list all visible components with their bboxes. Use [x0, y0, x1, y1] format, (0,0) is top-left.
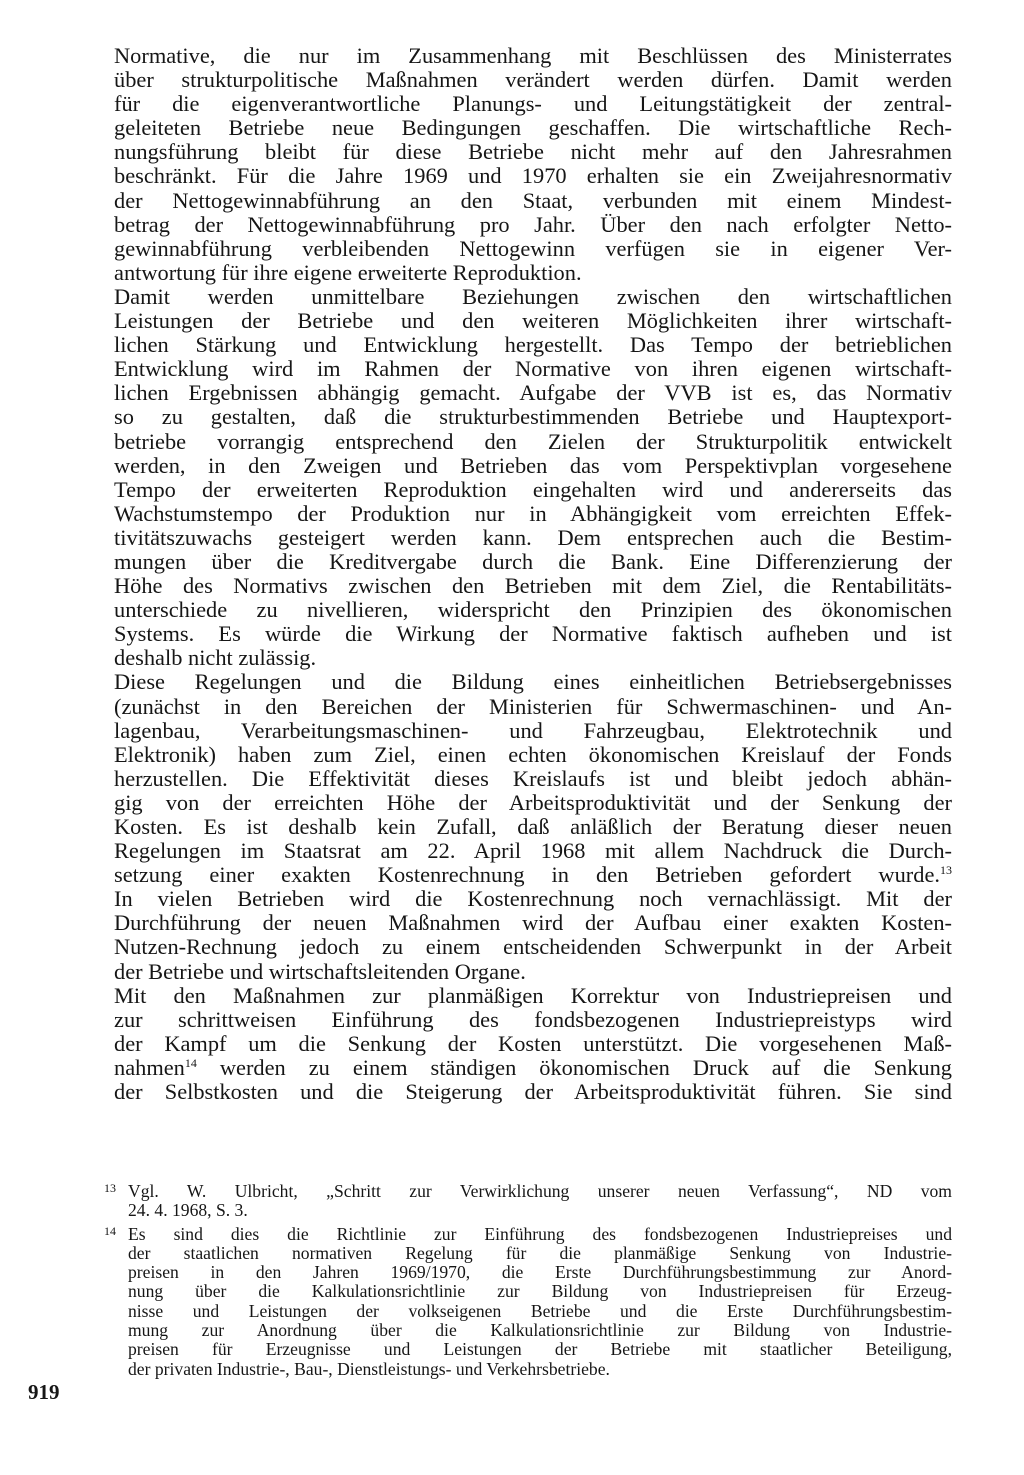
- text-segment: werden zu einem ständigen ökonomischen Druck auf die Senkung: [196, 1054, 952, 1080]
- text-line: Normative, die nur im Zusammenhang mit Beschlüssen des Ministerrates: [114, 43, 952, 68]
- text-line: (zunächst in den Bereichen der Ministerien für Schwermaschinen- und An-: [114, 693, 952, 719]
- text-line: Entwicklung wird im Rahmen der Normative von ihren eigenen wirtschaft-: [114, 356, 952, 382]
- text-segment: setzung einer exakten Kostenrechnung in den Betrieben gefordert wurde.: [114, 862, 940, 888]
- text-line: geleiteten Betriebe neue Bedingungen geschaffen. Die wirtschaftliche Rech-: [114, 115, 952, 141]
- text-line: lichen Stärkung und Entwicklung hergestellt. Das Tempo der betrieblichen: [114, 332, 952, 358]
- text-line: tivitätszuwachs gesteigert werden kann. Dem entsprechen auch die Bestim-: [114, 524, 952, 550]
- text-line: Nutzen-Rechnung jedoch zu einem entscheidenden Schwerpunkt in der Arbeit: [114, 934, 952, 960]
- text-line: Regelungen im Staatsrat am 22. April 1968 mit allem Nachdruck die Durch-: [114, 838, 952, 864]
- text-line: deshalb nicht zulässig.: [114, 645, 317, 671]
- footnote-ref-13[interactable]: 13: [940, 863, 952, 878]
- text-line: betrag der Nettogewinnabführung pro Jahr. Über den nach erfolgter Netto-: [114, 211, 952, 237]
- text-line: der Kampf um die Senkung der Kosten unterstützt. Die vorgesehenen Maß-: [114, 1030, 952, 1056]
- footnote-line: der staatlichen normativen Regelung für die planmäßige Senkung von Industrie-: [128, 1242, 952, 1263]
- text-line: [114, 863, 952, 887]
- text-line: nungsführung bleibt für diese Betriebe nicht mehr auf den Jahresrahmen: [114, 139, 952, 165]
- footnote-line: der privaten Industrie-, Bau-, Dienstleistungs- und Verkehrsbetriebe.: [128, 1358, 610, 1379]
- text-line: Tempo der erweiterten Reproduktion eingehalten wird und andererseits das: [114, 476, 952, 502]
- footnote-line: preisen für Erzeugnisse und Leistungen der Betriebe mit staatlicher Beteiligung,: [128, 1339, 952, 1360]
- text-line: der Betriebe und wirtschaftsleitenden Organe.: [114, 958, 526, 984]
- text-line: lichen Ergebnissen abhängig gemacht. Aufgabe der VVB ist es, das Normativ: [114, 380, 952, 406]
- footnote-line: Vgl. W. Ulbricht, „Schritt zur Verwirklichung unserer neuen Verfassung“, ND vom: [128, 1181, 952, 1201]
- text-line: gewinnabführung verbleibenden Nettogewinn verfügen sie in eigener Ver-: [114, 235, 952, 261]
- footnote-line: mung zur Anordnung über die Kalkulationsrichtlinie zur Bildung von Industrie-: [128, 1320, 952, 1341]
- text-line: mungen über die Kreditvergabe durch die Bank. Eine Differenzierung der: [114, 548, 952, 574]
- footnotes: [104, 1182, 952, 1383]
- footnote-14: [104, 1225, 952, 1379]
- text-line: der Nettogewinnabführung an den Staat, verbunden mit einem Mindest-: [114, 187, 952, 213]
- text-line: Elektronik) haben zum Ziel, einen echten ökonomischen Kreislauf der Fonds: [114, 741, 952, 767]
- text-segment: nahmen: [114, 1054, 185, 1080]
- paragraph-4: [114, 984, 952, 1104]
- text-line: Damit werden unmittelbare Beziehungen zwischen den wirtschaftlichen: [114, 283, 952, 309]
- text-line: antwortung für ihre eigene erweiterte Reproduktion.: [114, 259, 582, 285]
- text-line: der Selbstkosten und die Steigerung der Arbeitsproduktivität führen. Sie sind: [114, 1079, 952, 1105]
- text-line: so zu gestalten, daß die strukturbestimmenden Betriebe und Hauptexport-: [114, 404, 952, 430]
- footnote-number: 14: [104, 1223, 116, 1238]
- footnote-line: nisse und Leistungen der volkseigenen Betriebe und die Erste Durchführungsbestim-: [128, 1300, 952, 1321]
- text-line: Wachstumstempo der Produktion nur in Abhängigkeit vom erreichten Effek-: [114, 500, 952, 526]
- footnote-line: Es sind dies die Richtlinie zur Einführung des fondsbezogenen Industriepreises und: [128, 1223, 952, 1244]
- text-line: In vielen Betrieben wird die Kostenrechnung noch vernachlässigt. Mit der: [114, 886, 952, 912]
- page-number: 919: [28, 1380, 60, 1404]
- text-line: Diese Regelungen und die Bildung eines einheitlichen Betriebsergebnisses: [114, 669, 952, 695]
- footnote-13: [104, 1182, 952, 1221]
- text-line: Höhe des Normativs zwischen den Betrieben mit dem Ziel, die Rentabilitäts-: [114, 573, 952, 599]
- text-line: für die eigenverantwortliche Planungs- und Leitungstätigkeit der zentral-: [114, 91, 952, 117]
- text-line: über strukturpolitische Maßnahmen verändert werden dürfen. Damit werden: [114, 67, 952, 93]
- text-line: Kosten. Es ist deshalb kein Zufall, daß anläßlich der Beratung dieser neuen: [114, 814, 952, 839]
- text-line: gig von der erreichten Höhe der Arbeitsproduktivität und der Senkung der: [114, 789, 952, 815]
- text-line: lagenbau, Verarbeitungsmaschinen- und Fahrzeugbau, Elektrotechnik und: [114, 717, 952, 743]
- text-line: betriebe vorrangig entsprechend den Zielen der Strukturpolitik entwickelt: [114, 428, 952, 454]
- text-line: Durchführung der neuen Maßnahmen wird der Aufbau einer exakten Kosten-: [114, 910, 952, 936]
- footnote-number: 13: [104, 1181, 116, 1195]
- text-line: Leistungen der Betriebe und den weiteren Möglichkeiten ihrer wirtschaft-: [114, 308, 952, 334]
- footnote-line: nung über die Kalkulationsrichtlinie zur Bildung von Industriepreisen für Erzeug-: [128, 1281, 952, 1302]
- text-line: Systems. Es würde die Wirkung der Normative faktisch aufheben und ist: [114, 621, 952, 647]
- footnote-ref-14[interactable]: 14: [184, 1055, 197, 1070]
- text-line: unterschiede zu nivellieren, widerspricht den Prinzipien des ökonomischen: [114, 597, 952, 623]
- text-line: werden, in den Zweigen und Betrieben das vom Perspektivplan vorgesehene: [114, 452, 952, 478]
- paragraph-1: [114, 44, 952, 285]
- text-line: herzustellen. Die Effektivität dieses Kreislaufs ist und bleibt jedoch abhän-: [114, 765, 952, 791]
- text-line: Mit den Maßnahmen zur planmäßigen Korrektur von Industriepreisen und: [114, 982, 952, 1008]
- paragraph-2: [114, 285, 952, 671]
- footnote-line: preisen in den Jahren 1969/1970, die Erste Durchführungsbestimmung zur Anord-: [128, 1262, 952, 1283]
- paragraph-3: [114, 670, 952, 983]
- main-text-body: [114, 44, 952, 1104]
- text-line: beschränkt. Für die Jahre 1969 und 1970 erhalten sie ein Zweijahresnormativ: [114, 163, 952, 189]
- text-line: [114, 1056, 952, 1080]
- text-line: zur schrittweisen Einführung des fondsbezogenen Industriepreistyps wird: [114, 1006, 952, 1032]
- footnote-line: 24. 4. 1968, S. 3.: [128, 1200, 248, 1221]
